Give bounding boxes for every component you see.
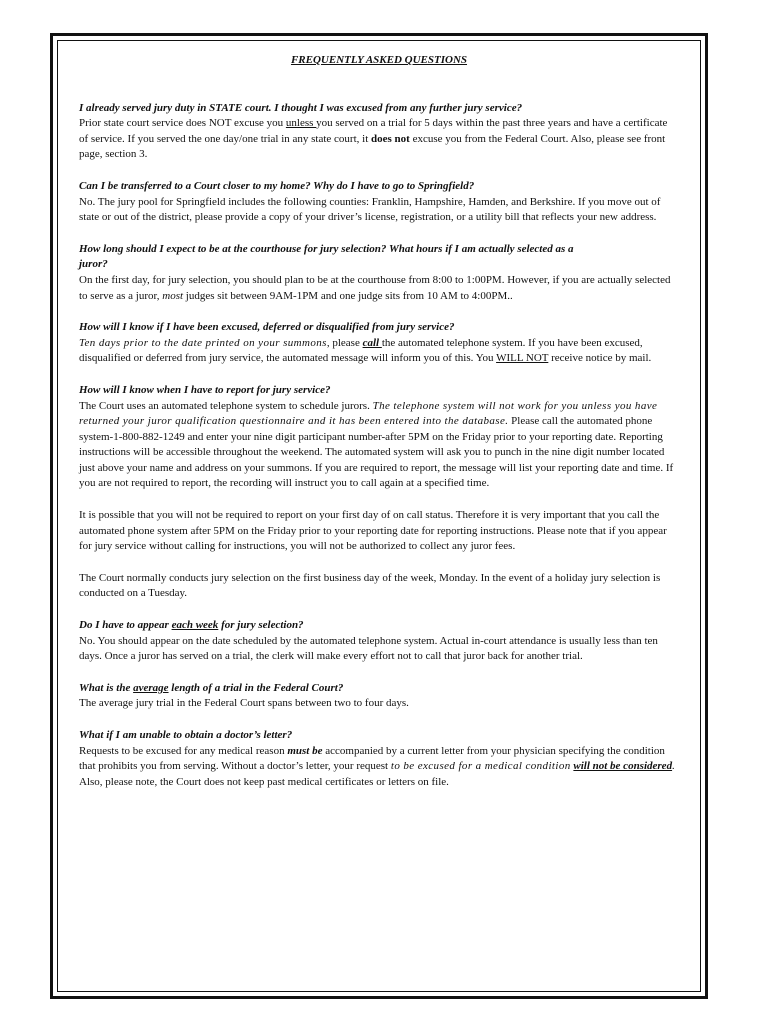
answer-text: Requests to be excused for any medical reason <box>79 744 288 757</box>
question-line: juror? <box>79 258 108 271</box>
answer-text: receive notice by mail. <box>548 352 652 365</box>
answer-text: judges sit between 9AM-1PM and one judge sits from 10 AM to 4:00PM.. <box>183 289 513 302</box>
answer-italic: to be excused for a medical condition <box>390 760 571 773</box>
question: How will I know if I have been excused, deferred or disqualified from jury service? <box>79 321 455 334</box>
question: How will I know when I have to report for jury service? <box>79 383 331 396</box>
question-text: Do I have to appear <box>79 619 172 632</box>
question <box>79 618 679 634</box>
answer-italic: The telephone system will not work for you unless you have returned your juror qualification questionnaire and it has been entered into the database. <box>79 399 658 428</box>
answer-italic: most <box>162 289 184 302</box>
page-title: FREQUENTLY ASKED QUESTIONS <box>290 54 468 66</box>
answer-emphasis: call <box>362 336 382 349</box>
faq-state-court <box>79 101 679 163</box>
question-text: What is the <box>79 681 134 694</box>
answer <box>79 744 679 791</box>
question: What if I am unable to obtain a doctor’s letter? <box>79 729 293 741</box>
answer <box>79 399 679 493</box>
faq-excused <box>79 320 679 367</box>
faq-each-week <box>79 618 679 665</box>
answer-bold: does not <box>371 132 410 145</box>
answer-text: the automated telephone system. If you have been excused, disqualified or deferred from jury service, the automated message will inform you of this. You <box>79 336 643 365</box>
question-text: for jury selection? <box>218 619 304 632</box>
answer <box>79 116 679 163</box>
question-line: How long should I expect to be at the courthouse for jury selection? What hours if I am actually selected as a <box>79 242 574 255</box>
faq-doctor-letter <box>79 728 679 790</box>
answer <box>79 273 679 304</box>
faq-trial-length <box>79 681 679 712</box>
answer-text: Prior state court service does NOT excuse you <box>79 117 286 130</box>
answer-text: excuse you from the Federal Court. Also, please see front page, section 3. <box>79 132 666 161</box>
answer-text: On the first day, for jury selection, you should plan to be at the courthouse from 8:00 to 1:00PM. However, if you are actually selected to serve as a juror, <box>79 273 671 302</box>
answer: No. The jury pool for Springfield includes the following counties: Franklin, Hampshire, Hamden, and Berkshire. If you move out of state or out of the district, please provide a copy of your driver’s license, registration, or a utility bill that reflects your new address. <box>79 195 661 224</box>
answer-text: you served on a trial for 5 days within the past three years and have a certificate of service. If you served the one day/one trial in any state court, it <box>79 117 668 145</box>
answer-underline: unless <box>285 117 317 130</box>
answer-text: The Court uses an automated telephone system to schedule jurors. <box>79 399 373 412</box>
question-underline: average <box>133 681 169 694</box>
faq-transfer <box>79 179 679 226</box>
faq-report <box>79 383 679 602</box>
paragraph: The Court normally conducts jury selection on the first business day of the week, Monday. In the event of a holiday jury selection is conducted on a Tuesday. <box>79 571 661 600</box>
answer-emphasis: will not be considered <box>573 760 673 773</box>
answer-text: , please <box>326 336 363 349</box>
answer: The average jury trial in the Federal Court spans between two to four days. <box>79 697 409 710</box>
faq-document <box>79 53 679 806</box>
paragraph: It is possible that you will not be required to report on your first day of on call status. Therefore it is very important that you call the automated phone system after 5PM on the Friday prior to your reporting date for reporting instructions. Please note that if you appear for jury service without calling for instructions, you will not be authorized to collect any juror fees. <box>79 509 667 553</box>
answer-italic: Ten days prior to the date printed on your summons <box>79 336 327 349</box>
answer: No. You should appear on the date scheduled by the automated telephone system. Actual in-court attendance is usually less than ten days. Once a juror has served on a trial, the clerk will make every effort not to call that juror back for another trial. <box>79 634 658 663</box>
question-text: length of a trial in the Federal Court? <box>168 681 344 694</box>
question-underline: each week <box>171 619 219 632</box>
faq-hours <box>79 242 679 304</box>
answer-emphasis: must be <box>287 744 323 757</box>
question <box>79 681 679 697</box>
question: Can I be transferred to a Court closer to my home? Why do I have to go to Springfield? <box>79 179 475 192</box>
answer-underline: WILL NOT <box>496 352 549 365</box>
answer <box>79 336 679 367</box>
answer-text: Please call the automated phone system-1-800-882-1249 and enter your nine digit participant number-after 5PM on the Friday prior to your reporting date. Reporting instructions will be accessible throughout the weekend. The automated system will ask you to punch in the nine digit number located just above your name and address on your summons. If you are required to report, the message will list your reporting date and time. If you are not required to report, the recording will instruct you to call again at a specified time. <box>79 415 674 490</box>
answer-text: . <box>672 760 675 773</box>
question <box>79 242 679 273</box>
question: I already served jury duty in STATE court. I thought I was excused from any further jury service? <box>79 101 523 114</box>
answer-text: Also, please note, the Court does not keep past medical certificates or letters on file. <box>79 775 449 788</box>
answer-text: accompanied by a current letter from your physician specifying the condition that prohibits you from serving. Without a doctor’s letter, your request <box>79 744 665 773</box>
